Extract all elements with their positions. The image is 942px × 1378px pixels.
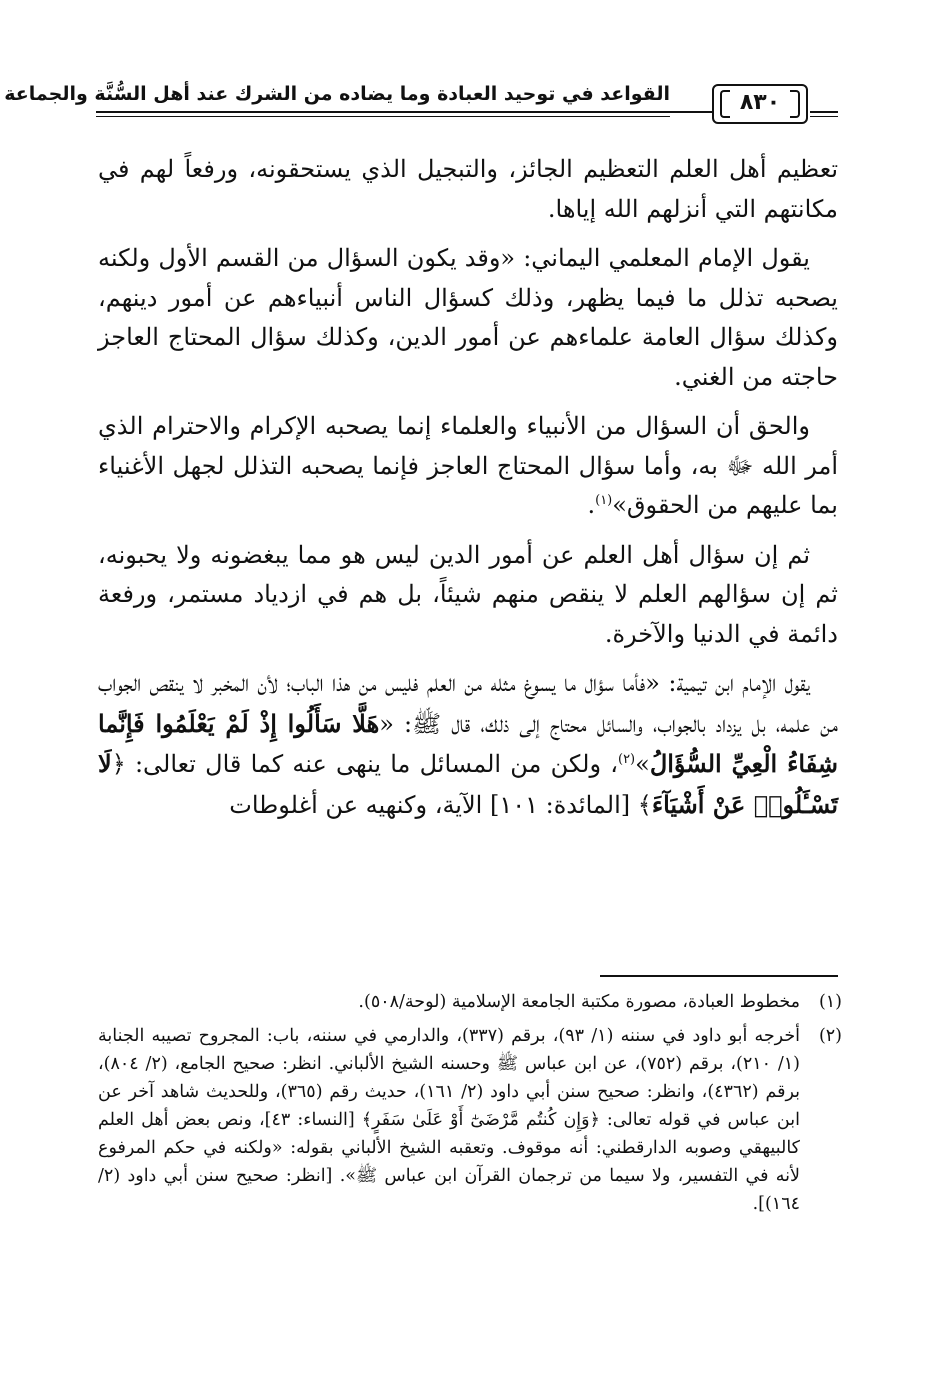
bracket-right-ornament (790, 90, 800, 118)
page-number-box (712, 84, 808, 124)
running-title: القواعد في توحيد العبادة وما يضاده من الشرك عند أهل السُّنَّة والجماعة (4, 83, 670, 105)
footnotes (98, 988, 842, 1224)
footnote-separator (600, 975, 838, 977)
footnote-2 (98, 1022, 842, 1218)
paragraph-3-end: . (587, 491, 596, 519)
header-rule-connector (670, 111, 712, 113)
page-number: ٨٣٠ (739, 90, 781, 115)
footnote-ref-1[interactable]: (١) (595, 493, 613, 508)
bracket-left-ornament (720, 90, 730, 118)
paragraph-1: تعظيم أهل العلم التعظيم الجائز، والتبجيل الذي يستحقونه، ورفعاً لهم في مكانتهم التي أنزلهم الله إياها. (98, 155, 838, 223)
footnote-number: (١) (818, 992, 842, 1012)
header-rule-top (96, 111, 670, 113)
page-header (4, 78, 838, 130)
paragraph-5-part-b: » (635, 750, 650, 778)
header-rule-bottom (96, 116, 670, 117)
footnote-number: (٢) (818, 1026, 842, 1046)
paragraph-3-text: والحق أن السؤال من الأنبياء والعلماء إنما يصحبه الإكرام والاحترام الذي أمر الله ﷻ به، وأما سؤال المحتاج العاجز فإنما يصحبه التذلل لجهل الأغنياء بما عليهم من الحقوق» (98, 412, 838, 519)
hadith-quote: هَلَّا سَأَلُوا إِذْ لَمْ يَعْلَمُوا فَإِنَّما شِفَاءُ الْعِيِّ السُّؤَالُ (98, 708, 838, 778)
footnote-text: مخطوط العبادة، مصورة مكتبة الجامعة الإسلامية (لوحة/٥٠٨). (358, 992, 800, 1012)
paragraph-5-part-a: يقول الإمام ابن تيمية: «فأما سؤال ما يسوغ مثله من العلم فليس من هذا الباب؛ لأن المخبر لا ينقص الجواب من علمه، بل يزداد بالجواب، والسائل محتاج إلى ذلك، قال ﷺ: « (98, 669, 838, 738)
footnote-text: أخرجه أبو داود في سننه (١/ ٩٣)، برقم (٣٣٧)، والدارمي في سننه، باب: المجروح تصيبه الجنابة (١/ ٢١٠)، برقم (٧٥٢)، عن ابن عباس ﷺ وحسنه الشيخ الألباني. انظر: صحيح الجامع، (٢/ ٨٠٤)، برقم (٤٣٦٢)، وانظر: صحيح سنن أبي داود (٢/ ١٦١)، حديث رقم (٣٦٥)، وللحديث شاهد آخر عن ابن عباس في قوله تعالى: ﴿وَإِن كُنتُم مَّرْضَىٰٓ أَوْ عَلَىٰ سَفَرٍ﴾ [النساء: ٤٣]، ونص بعض أهل العلم كالبيهقي وصوبه الدارقطني: أنه موقوف. وتعقبه الشيخ الألباني بقوله: «ولكنه في حكم المرفوع لأنه في التفسير، ولا سيما من ترجمان القرآن ابن عباس ﷺ». [انظر: صحيح سنن أبي داود (٢/ ١٦٤)]. (98, 1026, 801, 1214)
paragraph-5-part-d: ﴾ [المائدة: ١٠١] الآية، وكنهيه عن أغلوطات (229, 790, 652, 819)
footnote-1 (98, 988, 842, 1016)
quran-verse: لَا تَسْـَٔلُوا۟ عَنْ أَشْيَآءَ (98, 749, 838, 819)
header-rule-right-bottom (810, 116, 838, 117)
header-rule-right-top (810, 111, 838, 113)
paragraph-3 (98, 407, 838, 526)
paragraph-4: ثم إن سؤال أهل العلم عن أمور الدين ليس هو مما يبغضونه ولا يحبونه، ثم إن سؤالهم العلم لا ينقص منهم شيئاً، بل هم في ازدياد مستمر، ورفعة دائمة في الدنيا والآخرة. (98, 540, 838, 648)
paragraph-5-part-c: ، ولكن من المسائل ما ينهى عنه كما قال تعالى: ﴿ (111, 750, 618, 778)
body-text (98, 150, 838, 835)
paragraph-5 (98, 664, 838, 825)
footnote-ref-2[interactable]: (٢) (617, 752, 636, 767)
paragraph-2: يقول الإمام المعلمي اليماني: «وقد يكون السؤال من القسم الأول ولكنه يصحبه تذلل ما فيما يظهر، وذلك كسؤال الناس أنبياءهم عن أمور دينهم، وكذلك سؤال العامة علماءهم عن أمور الدين، وكذلك سؤال المحتاج العاجز حاجته من الغني. (98, 244, 838, 391)
